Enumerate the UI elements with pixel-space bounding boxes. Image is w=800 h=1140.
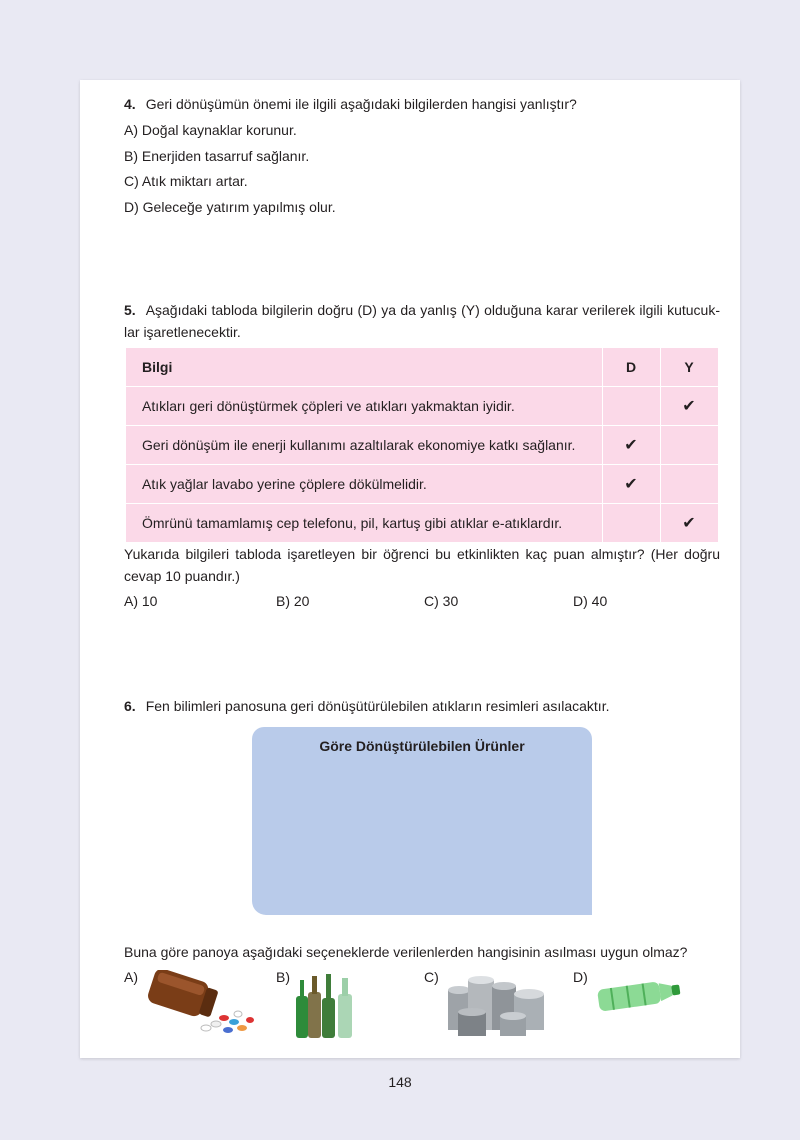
row-text: Atık yağlar lavabo yerine çöplere dökülmelidir. [126,465,603,504]
plastic-bottle-icon[interactable] [594,976,686,1012]
row-y-checkbox[interactable]: ✔ [661,387,719,426]
medicine-bottle-pills-icon[interactable] [142,970,258,1036]
header-y: Y [661,348,719,387]
q5-option-c[interactable]: C) 30 [424,593,459,609]
table-row [126,504,719,543]
question-4 [124,94,577,114]
table-row [126,465,719,504]
table-header-row [126,348,719,387]
question-5-text: Aşağıdaki tabloda bilgilerin doğru (D) ya da yanlış (Y) olduğuna karar verilerek ilgili kutucuk-lar işaretlenecektir. [124,302,720,340]
row-d-checkbox[interactable] [603,387,661,426]
q6-option-c-label[interactable]: C) [424,969,439,985]
q5-option-b[interactable]: B) 20 [276,593,310,609]
q5-option-d[interactable]: D) 40 [573,593,608,609]
q4-option-c[interactable]: C) Atık miktarı artar. [124,173,248,189]
question-6-number: 6. [124,698,136,714]
question-6 [124,696,609,716]
row-text: Ömrünü tamamlamış cep telefonu, pil, kartuş gibi atıklar e-atıklardır. [126,504,603,543]
row-y-checkbox[interactable] [661,465,719,504]
question-4-number: 4. [124,96,136,112]
board-title: Göre Dönüştürülebilen Ürünler [319,738,525,754]
row-y-checkbox[interactable] [661,426,719,465]
q4-option-b[interactable]: B) Enerjiden tasarruf sağlanır. [124,148,310,164]
q6-option-d-label[interactable]: D) [573,969,588,985]
header-d: D [603,348,661,387]
table-row [126,387,719,426]
question-6-followup: Buna göre panoya aşağıdaki seçeneklerde verilenlerden hangisinin asılması uygun olmaz? [124,944,688,960]
q4-option-a[interactable]: A) Doğal kaynaklar korunur. [124,122,297,138]
question-5-followup: Yukarıda bilgileri tabloda işaretleyen bir öğrenci bu etkinlikten kaç puan almıştır? (Her doğru cevap 10 puandır.) [124,546,720,584]
row-text: Atıkları geri dönüştürmek çöpleri ve atıkları yakmaktan iyidir. [126,387,603,426]
row-d-checkbox[interactable]: ✔ [603,426,661,465]
question-5 [124,299,720,343]
row-d-checkbox[interactable] [603,504,661,543]
page-number: 148 [388,1074,412,1090]
question-4-text: Geri dönüşümün önemi ile ilgili aşağıdaki bilgilerden hangisi yanlıştır? [145,96,577,112]
q5-option-a[interactable]: A) 10 [124,593,158,609]
row-d-checkbox[interactable]: ✔ [603,465,661,504]
metal-cans-icon[interactable] [444,972,556,1040]
table-row [126,426,719,465]
question-6-text: Fen bilimleri panosuna geri dönüşütürülebilen atıkların resimleri asılacaktır. [145,698,610,714]
q6-option-b-label[interactable]: B) [276,969,290,985]
row-text: Geri dönüşüm ile enerji kullanımı azaltılarak ekonomiye katkı sağlanır. [126,426,603,465]
q6-option-a-label[interactable]: A) [124,969,138,985]
bulletin-board [252,727,592,915]
q4-option-d[interactable]: D) Geleceğe yatırım yapılmış olur. [124,199,336,215]
header-bilgi: Bilgi [126,348,603,387]
info-table [125,347,719,543]
row-y-checkbox[interactable]: ✔ [661,504,719,543]
glass-bottles-icon[interactable] [292,970,358,1040]
question-5-number: 5. [124,302,136,318]
worksheet-page [80,80,740,1058]
